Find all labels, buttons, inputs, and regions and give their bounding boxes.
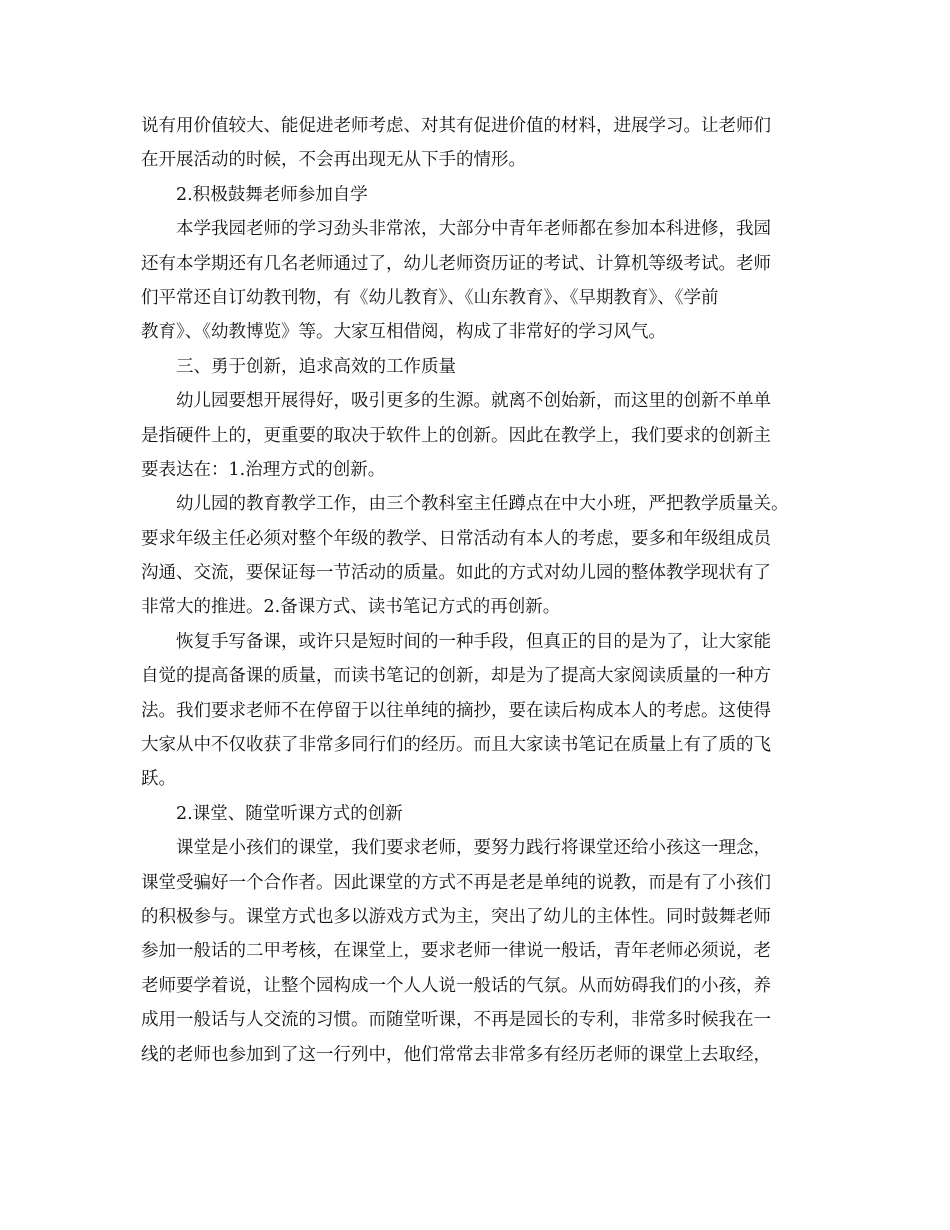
text-line: 非常大的推进。2.备课方式、读书笔记方式的再创新。 <box>141 597 561 618</box>
text-line: 要表达在：1.治理方式的创新。 <box>141 459 386 480</box>
section-heading: 2.积极鼓舞老师参加自学 <box>176 184 368 205</box>
text-line: 沟通、交流，要保证每一节活动的质量。如此的方式对幼儿园的整体教学现状有了 <box>141 563 771 584</box>
text-line: 恢复手写备课，或许只是短时间的一种手段，但真正的目的是为了，让大家能 <box>176 631 771 652</box>
text-line: 线的老师也参加到了这一行列中，他们常常去非常多有经历老师的课堂上去取经， <box>141 1044 771 1065</box>
text-line: 说有用价值较大、能促进老师考虑、对其有促进价值的材料，进展学习。让老师们 <box>141 116 771 136</box>
text-line: 幼儿园要想开展得好，吸引更多的生源。就离不创始新，而这里的创新不单单 <box>176 391 771 412</box>
text-line: 还有本学期还有几名老师通过了，幼儿老师资历证的考试、计算机等级考试。老师 <box>141 253 771 274</box>
section-heading: 2.课堂、随堂听课方式的创新 <box>176 803 403 824</box>
text-line: 在开展活动的时候，不会再出现无从下手的情形。 <box>141 150 526 171</box>
text-line: 课堂是小孩们的课堂，我们要求老师，要努力践行将课堂还给小孩这一理念， <box>176 838 771 859</box>
text-line: 幼儿园的教育教学工作，由三个教科室主任蹲点在中大小班，严把教学质量关。 <box>176 494 789 515</box>
section-heading: 三、勇于创新，追求高效的工作质量 <box>176 356 456 377</box>
text-line: 本学我园老师的学习劲头非常浓，大部分中青年老师都在参加本科进修，我园 <box>176 219 771 240</box>
text-line: 参加一般话的二甲考核，在课堂上，要求老师一律说一般话，青年老师必须说，老 <box>141 941 771 962</box>
text-line: 们平常还自订幼教刊物，有《幼儿教育》、《山东教育》、《早期教育》、《学前 <box>141 287 719 308</box>
text-line: 法。我们要求老师不在停留于以往单纯的摘抄，要在读后构成本人的考虑。这使得 <box>141 700 771 721</box>
text-line: 课堂受骗好一个合作者。因此课堂的方式不再是老是单纯的说教，而是有了小孩们 <box>141 872 771 893</box>
text-line: 大家从中不仅收获了非常多同行们的经历。而且大家读书笔记在质量上有了质的飞 <box>141 735 771 756</box>
text-line: 老师要学着说，让整个园构成一个人人说一般话的气氛。从而妨碍我们的小孩，养 <box>141 975 771 996</box>
document-body <box>141 109 831 1072</box>
text-line: 要求年级主任必须对整个年级的教学、日常活动有本人的考虑，要多和年级组成员 <box>141 528 771 549</box>
text-line: 成用一般话与人交流的习惯。而随堂听课，不再是园长的专利，非常多时候我在一 <box>141 1010 771 1031</box>
text-line: 的积极参与。课堂方式也多以游戏方式为主，突出了幼儿的主体性。同时鼓舞老师 <box>141 906 771 927</box>
text-line: 教育》、《幼教博览》等。大家互相借阅，构成了非常好的学习风气。 <box>141 322 666 343</box>
text-line: 自觉的提高备课的质量，而读书笔记的创新，却是为了提高大家阅读质量的一种方 <box>141 666 771 687</box>
text-line: 是指硬件上的，更重要的取决于软件上的创新。因此在教学上，我们要求的创新主 <box>141 425 771 446</box>
text-line: 跃。 <box>141 769 176 790</box>
